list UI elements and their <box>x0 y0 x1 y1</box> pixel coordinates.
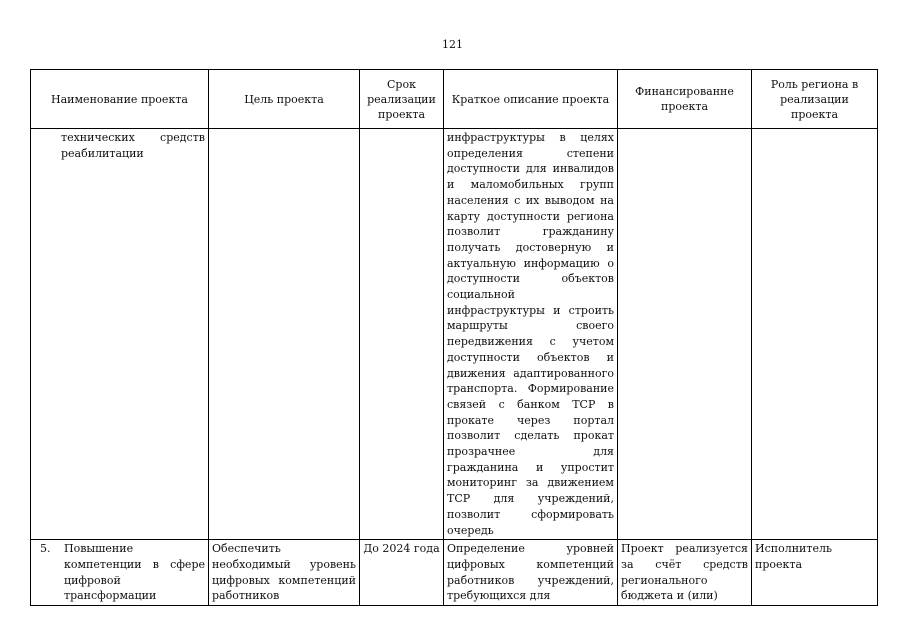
cell-project-description: инфраструктуры в целях определения степени доступности для инвалидов и маломобильных групп населения с их выводом на карту доступности региона позволит гражданину получать достоверную и актуальную информацию о доступности объектов социальной инфраструктуры и строить маршруты своего передвижения с учетом доступности объектов и движения адаптированного транспорта. Формирование связей с банком ТСР в прокате через портал позволит сделать прокат прозрачнее для гражданина и упростит мониторинг за движением ТСР для учреждений, позволит сформировать очередь <box>444 129 618 540</box>
cell-project-financing <box>618 129 752 540</box>
cell-project-financing: Проект реализуется за счёт средств регионального бюджета и (или) <box>618 540 752 606</box>
table-row <box>31 129 878 540</box>
cell-project-name: технических средств реабилитации <box>31 129 209 540</box>
table-row <box>31 540 878 606</box>
cell-project-name <box>31 540 209 606</box>
header-project-term: Срок реализации проекта <box>360 70 444 129</box>
header-project-goal: Цель проекта <box>209 70 360 129</box>
cell-project-goal <box>209 129 360 540</box>
cell-project-description: Определение уровней цифровых компетенций работников учреждений, требующихся для <box>444 540 618 606</box>
header-project-description: Краткое описание проекта <box>444 70 618 129</box>
page-number: 121 <box>442 38 463 51</box>
row-number: 5. <box>40 542 51 556</box>
cell-region-role <box>752 129 878 540</box>
cell-region-role: Исполнитель проекта <box>752 540 878 606</box>
cell-project-term <box>360 129 444 540</box>
header-project-financing: Финансированне проекта <box>618 70 752 129</box>
header-region-role: Роль региона в реализации проекта <box>752 70 878 129</box>
cell-project-goal: Обеспечить необходимый уровень цифровых компетенций работников <box>209 540 360 606</box>
project-name-text: Повышение компетенции в сфере цифровой трансформации <box>64 542 205 603</box>
header-project-name: Наименование проекта <box>31 70 209 129</box>
projects-table <box>30 69 878 606</box>
table-header-row <box>31 70 878 129</box>
cell-project-term: До 2024 года <box>360 540 444 606</box>
